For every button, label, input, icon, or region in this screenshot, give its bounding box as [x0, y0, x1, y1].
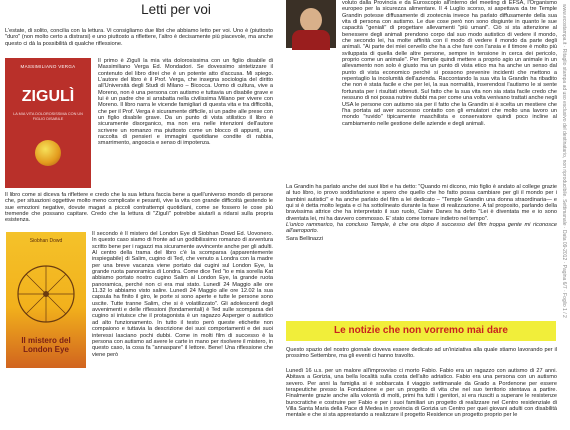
page-title: Letti per voi — [141, 2, 211, 17]
news-paragraph-1: Questo spazio del nostro giornale doveva essere dedicato ad un'iniziativa alla quale stiamo lavorando per il prossimo Settembre, ma gli eventi ci hanno travolto. — [286, 347, 557, 360]
news-paragraph-2: Lunedì 16 u.s. per un malore all'improvviso ci morto Fabio. Fabio era un ragazzo con autismo di 27 anni. Abitava a Gorizia, una bella località sulla costa dell'alto adriatico. Fabio era una persona con un autismo severo. Per anni la famiglia si è sobbarcata il viaggio settimanale da Grado a Pordenone per essere terapeutiche presso la Fondazione e per un progetto di vita che nel suo territorio stentava a partire. Finalmente grazie anche alla volontà di molti, primi fra tutti i genitori, si era riusciti a superare le resistenze burocratiche e costruire per Fabio e per i suoi familiari un progetto di realizzare nel Centro residenziale di Villa Santa Maria della Pace di Medea in provincia di Gorizia un Centro per quei giovani adulti con disabilità mentale e che si sta apprestando a realizzare il progetto Residence un progetto proprio per le — [286, 368, 557, 419]
temple-grandin-paragraph-3: L'unico rammarico, ha concluso Temple, è che ora dopo il successo del film troppa gente mi riconosce all'aeroporto. — [286, 222, 557, 235]
book-cover-london-eye — [6, 232, 86, 368]
edge-strip — [560, 0, 570, 430]
book2-paragraph: Il secondo è Il mistero del London Eye di Siobhan Dowd Ed. Uovonero. In questo caso siamo di fronte ad un godibilissimo romanzo di avventura scritto bene per i ragazzi ma sicuramente avvincente anche per gli adulti. Al centro della trama del libro c'è la scomparsa (apparentemente inspiegabile) di Salim, cugino di Ted, che venuto a Londra con la madre per una breve vacanza viene portato dai cugini sul London Eye, la grande ruota panoramica di Londra. Come dice Ted "io e mia sorella Kat abbiamo portato nostro cugino Salim al London Eye, la grande ruota panoramica, perché non ci era mai stato. Lunedì 24 Maggio alle ore 11.32 lo abbiamo visto salire. Lunedì 24 Maggio alle ore 12.02 la sua capsula ha finito il giro, le porte si sono aperte e tutte le persone sono uscite. Tutte tranne Salim, che si è volatilizzato". Gli adolescenti degli avvenimenti e delle riflessioni (fondamentali) è Ted sulle scomparsa del cugino si intuisce che il protagonista è un ragazzo Asperger o autistico ad alto funzionamento. In tutto il testo però queste etichette non compaiono e tuttavia la descrizione dei suoi comportamenti e dei suoi interessi lasciano pochi dubbi. Come in molti film di successo è la persona con autismo ad avere le carte in mano per risolvere il mistero, in questo caso, la cosa fa "annaspare" il lettore. Bene! Una riflessione che viene però — [92, 231, 273, 358]
cover-author: MASSIMILIANO VERGA — [20, 64, 76, 69]
cover-caption: LA MIA VITA DOLOROSISSIMA CON UN FIGLIO DISABILE — [13, 112, 83, 121]
book-cover-zigulì — [5, 58, 91, 188]
cover-title: Il mistero del London Eye — [21, 336, 71, 354]
signature: Sara Bellinazzi — [286, 236, 323, 242]
temple-grandin-article: voluto dalla Provincia e da Euroscopio all'interno del meeting di EFSA, l'Organismo europeo per la sicurezza alimentare. Il 4 Luglio scorso, si aspettava da tre Temple Grandin potesse diffusamente di zootecnia invece ha parlato diffusamente della sua vita di persona con autismo. Le due cose però non sono disgiunte in quanto le sue capacità "geniali" di progettare allevamenti "più umani". Ciò si sta attenzione al benessere degli animali prendono corpo dal suo modo autistico di vedere il mondo, che secondo lei, ha molte affinità con il modo di vedere il mondo da parte degli animali. "Ai parte dei miei cervello che ha a che fare con l'ansia e il timore è molto più sviluppata di quella delle altre persone, sempre in tensione in cerca dei pericolo, proprio come un animale". Per Temple quindi mettere a proprio agio un animale in un allevamento non solo è giusto ma un punto di vista etico ma ha anche un senso dal punto di vista economico perché si possono prevenire incidenti che mettono a repentaglio la incolumità dell'azienda. Raccontando la sua vita la Grandin ha ribadito che non è stata facile e che per lei, la sua normalità, inserendosi l'autismo le si sente fortunata per i risultati ottenuti. Sul fatto che la sua vita non sia stata facile credo che nessuno di noi possa nutrire dubbi ma per come una volta venivano trattati anche negli USA le persone con autismo sia per il fatto che la Grandin si è scelta un mestiere che l'ha portata ad aver successo contatto con gli emulatori che molto una lavoro un mondo "ruvido" tipicamente maschilista e conservatore quindi poco incline al cambiamento nelle gestione delle aziende e degli animali. — [342, 0, 557, 127]
news-banner: Le notizie che non vorremo mai dare — [286, 321, 556, 341]
intro-paragraph: L'estate, di solito, concilia con la lettura. Vi consigliamo due libri che abbiamo letto per voi. Uno è (piuttosto "duro" (non molto certo a distrarsi) e uno piuttosto a riflettere, l'altro è decisamente più piacevole, ma anche questo ci dà la possibilità di qualche riflessione. — [5, 28, 273, 47]
temple-grandin-paragraph-2: La Grandin ha parlato anche dei suoi libri e ha detto: "Quando mi dicono, mio figlio è andato al college grazie al tuo libro, io provo soddisfazione e spero che quello che ho fatto possa cambiare per gli il mondo per i bambini autistici" e ha anche parlato del film a lei dedicato – "Temple Grandin una donna straordinaria— e qui si è detta molto legata e ci ha sottolineato durante la fase di realizzazione. A tal proposito, parlando della bravissima attrice che ha interpretato il suo ruolo, Claire Danes ha detto "Lei è diventata me e io sono diventata lei, mi ha davvero commosso. E' stato come tornare indietro nel tempo". — [286, 184, 557, 222]
ferris-wheel-icon — [6, 254, 86, 334]
edge-text: www.ecostampa.it · Ritaglio stampa ad uso esclusivo del destinatario, non riproducibile. Settimanale · Data 09-2012 · Pagina 6/7 · Foglio 1 / 2 — [561, 4, 567, 318]
author-photo — [286, 0, 336, 48]
book1-paragraph: Il primo è Zigulì la mia vita dolorosissima con un figlio disabile di Massimiliano Verga Ed. Mondadori. Se dovessimo sintetizzare il contenuto del libro direi che è un potente atto d'accusa. Mi spiego. L'autore del libro è il Prof. Verga, che insegna sociologia del diritto all'Università degli Studi di Milano – Bicocca. Uomo di cultura, vive a Moreno, non è una persona con autismo e tuttavia un disabile grave e lui è un padre che si arrabatta nella civilissima Milano per vivere con Moreno. Il libro narra le vicende famigliari di questa vita e tra difficoltà, che per il Prof. Verga è sicuramente difficile, si un padre alle prese con un figlio disabile grave. Da un punto di vista stilistico il libro è sicuramente disorganico, ma non era nelle intenzioni dell'autore scrivere un romanzo ma piuttosto come un blocco di appunti, una raccolta di pensieri e immagini quotidiane condite di rabbia, smarrimento, angoscia e senso di impotenza. — [98, 58, 273, 147]
cover-title: ZIGULÌ — [21, 88, 75, 105]
book1-continuation: Il libro come si diceva fa riflettere e credo che la sua lettura faccia bene a quell'universo mondo di persone che, per situazioni oggettive molto meno complicate e pesanti, vive la vita con grande difficoltà gestendo le sue emozioni negative, dovute magari a piccoli contrattempi quotidiani, come se fossero le cose più tremende che possano capitare. Credo che la lettura di "Zigulì" potrebbe aiutarli a ridarsi sulla propria esistenza. — [5, 192, 273, 224]
candy-image — [35, 140, 61, 166]
cover-author: Siobhan Dowd — [29, 238, 63, 244]
